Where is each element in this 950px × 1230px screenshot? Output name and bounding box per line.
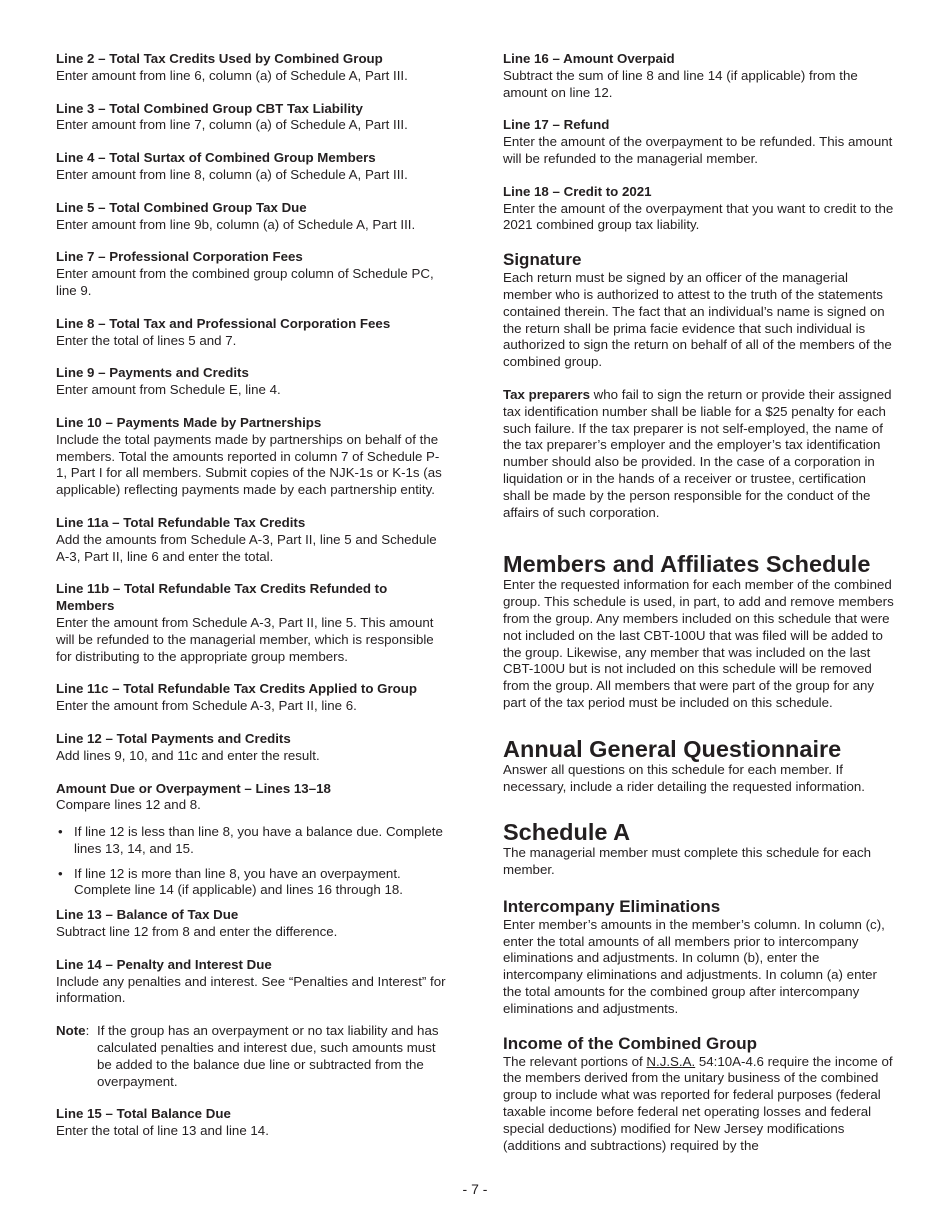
line-17-text: Enter the amount of the overpayment to be refunded. This amount will be refunded to the managerial member. [503,134,893,166]
tax-preparers-paragraph [503,387,895,521]
members-text: Enter the requested information for each member of the combined group. This schedule is used, in part, to add and remove members from the group. Any members included on this schedule that were not included on the last CBT-100U that was filed will be added to the group. Likewise, any member that was included on the last CBT-100U but is not included on this schedule will be removed from the group. All members that were part of the group for any part of the tax period must be included on this schedule. [503,577,894,710]
line-2-heading: Line 2 – Total Tax Credits Used by Combined Group [56,51,383,66]
line-14-section [56,957,448,1007]
line-8-heading: Line 8 – Total Tax and Professional Corporation Fees [56,315,391,331]
members-section [503,551,895,711]
line-14-heading: Line 14 – Penalty and Interest Due [56,956,272,972]
questionnaire-section [503,736,895,796]
note-separator: : [85,1023,90,1039]
line-12-heading: Line 12 – Total Payments and Credits [56,730,291,746]
line-2-text: Enter amount from line 6, column (a) of Schedule A, Part III. [56,67,408,83]
line-4-heading: Line 4 – Total Surtax of Combined Group Members [56,150,376,166]
signature-section [503,250,895,521]
line-8-section [56,316,448,350]
note-label: Note [56,1023,86,1039]
schedule-a-text: The managerial member must complete this schedule for each member. [503,845,872,878]
line-9-heading: Line 9 – Payments and Credits [56,365,249,381]
line-5-text: Enter amount from line 9b, column (a) of Schedule A, Part III. [56,216,416,232]
line-11a-text: Add the amounts from Schedule A-3, Part II, line 5 and Schedule A-3, Part II, line 6 and enter the total. [56,531,437,564]
amount-due-text: Compare lines 12 and 8. [56,797,201,813]
line-11c-heading: Line 11c – Total Refundable Tax Credits Applied to Group [56,681,418,697]
intercompany-heading: Intercompany Eliminations [503,896,721,916]
line-16-section [503,51,895,101]
bullet-balance-due: • If line 12 is less than line 8, you have a balance due. Complete lines 13, 14, and 15. [56,824,448,858]
line-18-section [503,184,895,234]
members-heading: Members and Affiliates Schedule [503,551,871,578]
line-18-text: Enter the amount of the overpayment that you want to credit to the 2021 combined group tax liability. [503,200,894,233]
income-text-after: 54:10A-4.6 require the income of the members derived from the unitary business of the combined group to include what was reported for federal purposes (federal taxable income before federal net operating losses and federal special deductions) modified for New Jersey modifications (additions and subtractions) required by the [503,1053,893,1153]
line-11a-heading: Line 11a – Total Refundable Tax Credits [56,514,306,530]
line-11a-section [56,515,448,565]
line-4-section [56,150,448,184]
line-13-text: Subtract line 12 from 8 and enter the difference. [56,924,338,940]
line-11b-section [56,581,448,665]
tax-preparers-bold: Tax preparers [503,386,590,402]
note-block [56,1023,448,1090]
line-3-section [56,101,448,135]
intercompany-text: Enter member’s amounts in the member’s column. In column (c), enter the total amounts of all members prior to intercompany eliminations and adjustments. In column (b), enter the intercompany eliminations and adjustments. In column (a) enter the total amounts for the combined group after intercompany eliminations and adjustments. [503,916,885,1016]
line-9-text: Enter amount from Schedule E, line 4. [56,382,281,398]
right-column [503,51,895,1174]
line-14-text: Include any penalties and interest. See “Penalties and Interest” for information. [56,973,446,1006]
line-10-heading: Line 10 – Payments Made by Partnerships [56,414,322,430]
bullet-overpayment: • If line 12 is more than line 8, you have an overpayment. Complete line 14 (if applicable) and lines 16 through 18. [56,866,448,900]
line-4-text: Enter amount from line 8, column (a) of Schedule A, Part III. [56,166,408,182]
line-7-text: Enter amount from the combined group column of Schedule PC, line 9. [56,266,434,298]
line-16-heading: Line 16 – Amount Overpaid [503,51,675,66]
line-9-section [56,365,448,399]
line-18-heading: Line 18 – Credit to 2021 [503,183,652,199]
amount-due-heading: Amount Due or Overpayment – Lines 13–18 [56,780,331,796]
line-5-heading: Line 5 – Total Combined Group Tax Due [56,199,307,215]
line-2-section [56,51,448,85]
line-7-section [56,249,448,299]
amount-due-section [56,781,448,900]
line-15-section [56,1106,448,1140]
tax-preparers-text: who fail to sign the return or provide their assigned tax identification number shall be liable for a $25 penalty for each such failure. If the tax preparer is not self-employed, the name of the tax preparer’s employer and the employer’s tax identification number should also be provided. In the case of a corporation in liquidation or in the hands of a receiver or trustee, certification shall be made by the person responsible for the conduct of the affairs of such corporation. [503,386,892,520]
line-17-section [503,117,895,167]
line-11b-heading: Line 11b – Total Refundable Tax Credits Refunded to Members [56,581,388,614]
line-12-text: Add lines 9, 10, and 11c and enter the result. [56,747,320,763]
line-11c-text: Enter the amount from Schedule A-3, Part II, line 6. [56,698,357,714]
signature-heading: Signature [503,250,582,270]
line-7-heading: Line 7 – Professional Corporation Fees [56,249,303,265]
signature-text: Each return must be signed by an officer of the managerial member who is authorized to attest to the truth of the statements contained therein. The fact that an individual’s name is signed on the return shall be prima facie evidence that such individual is authorized to sign the return on behalf of all of the members of the combined group. [503,270,892,370]
income-heading: Income of the Combined Group [503,1033,758,1053]
income-text-before: The relevant portions of [503,1053,647,1069]
line-17-heading: Line 17 – Refund [503,117,610,133]
questionnaire-text: Answer all questions on this schedule for each member. If necessary, include a rider detailing the requested information. [503,761,865,794]
line-13-section [56,907,448,941]
line-12-section [56,731,448,765]
line-5-section [56,200,448,234]
line-11b-text: Enter the amount from Schedule A-3, Part II, line 5. This amount will be refunded to the managerial member, which is responsible for distributing to the appropriate group members. [56,614,434,664]
income-paragraph [503,1054,895,1155]
income-section [503,1034,895,1155]
note-text: If the group has an overpayment or no tax liability and has calculated penalties and interest due, such amounts must be added to the balance due line or subtracted from the overpayment. [97,1023,439,1089]
line-13-heading: Line 13 – Balance of Tax Due [56,907,239,923]
line-15-text: Enter the total of line 13 and line 14. [56,1123,269,1139]
line-8-text: Enter the total of lines 5 and 7. [56,332,237,348]
line-15-heading: Line 15 – Total Balance Due [56,1106,231,1122]
schedule-a-section [503,819,895,879]
intercompany-section [503,897,895,1018]
schedule-a-heading: Schedule A [503,819,631,846]
line-10-text: Include the total payments made by partnerships on behalf of the members. Total the amounts reported in column 7 of Schedule P-1, Part I for all members. Submit copies of the NJK-1s or K-1s (as applicable) reflecting payments made by each partnership entity. [56,431,442,498]
left-column [56,51,448,1156]
line-3-heading: Line 3 – Total Combined Group CBT Tax Liability [56,100,363,116]
line-11c-section [56,681,448,715]
line-3-text: Enter amount from line 7, column (a) of Schedule A, Part III. [56,117,408,133]
line-16-text: Subtract the sum of line 8 and line 14 (if applicable) from the amount on line 12. [503,67,858,100]
questionnaire-heading: Annual General Questionnaire [503,735,842,762]
amount-due-bullets [56,824,448,899]
note-label-wrap [56,1023,97,1090]
line-10-section [56,415,448,499]
page-number: - 7 - [462,1181,488,1197]
njsa-reference: N.J.S.A. [646,1053,696,1069]
